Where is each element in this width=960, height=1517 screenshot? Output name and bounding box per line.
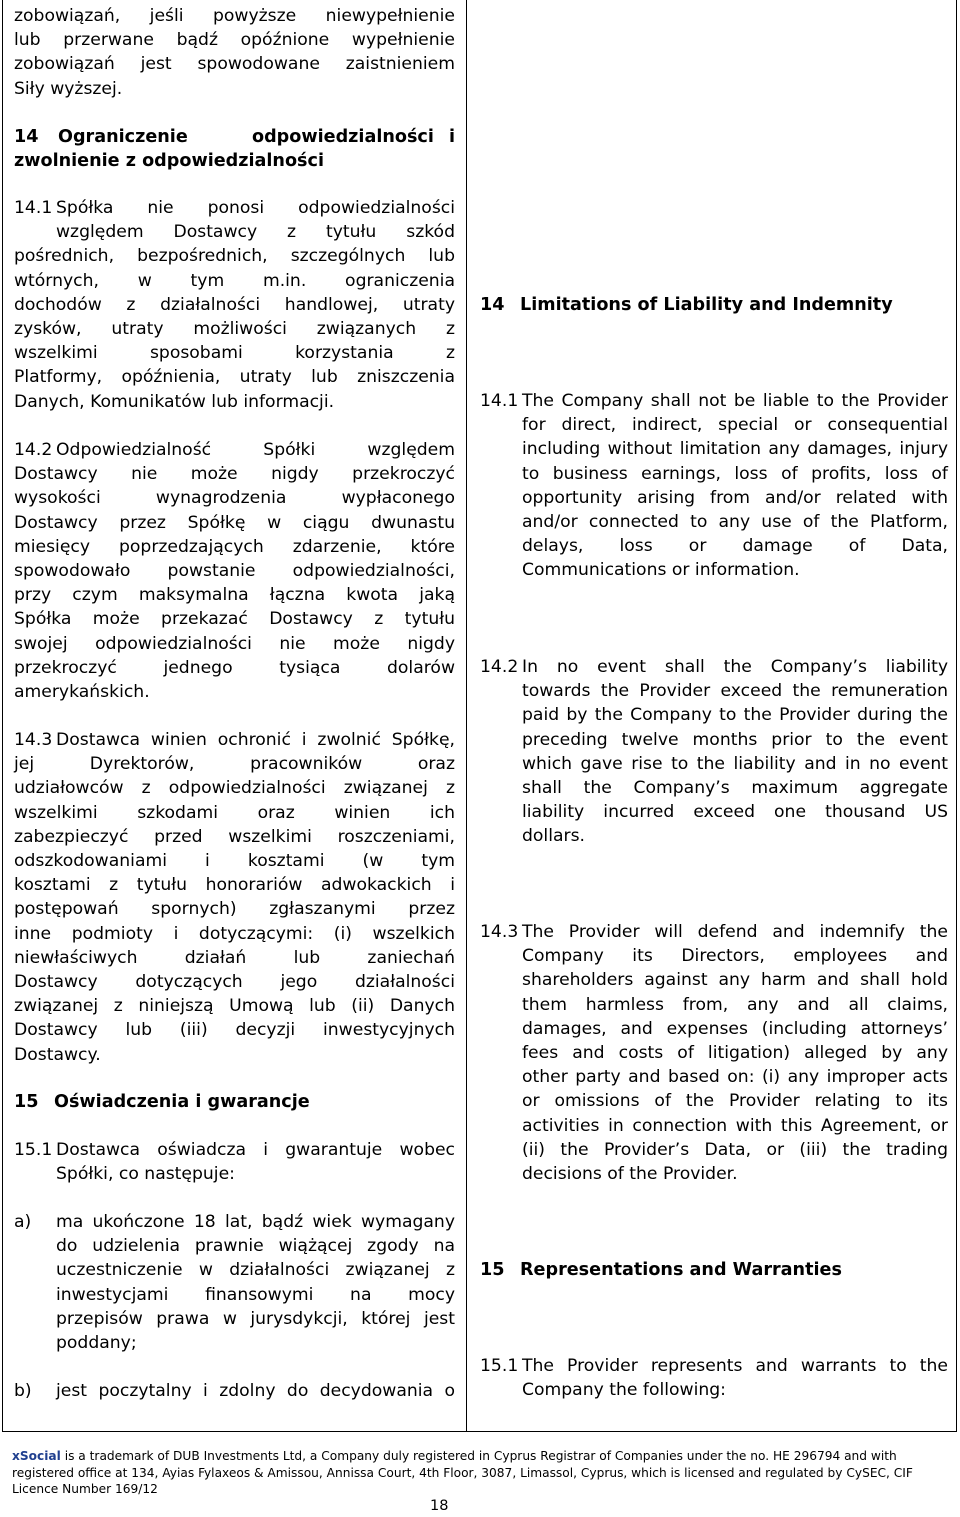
intro-paragraph: zobowiązań, jeśli powyższe niewypełnienie lub przerwane bądź opóźnione wypełnienie zobowiązań jest spowodowane zaistnieniem Siły wyższej. [14,6,455,99]
page-footer [12,1448,952,1498]
section-15-heading-pl: 15 Oświadczenia i gwarancje [14,1092,310,1112]
footer-line-3: Licence Number 169/12 [12,1482,158,1496]
list-item-b-pl: b) jest poczytalny i zdolny do decydowania o [14,1381,455,1401]
section-14-heading-en: 14 Limitations of Liability and Indemnity [480,295,893,315]
paragraph-14-2-pl: 14.2 Odpowiedzialność Spółki względem Dostawcy nie może nigdy przekroczyć wysokości wynagrodzenia wypłaconego Dostawcy przez Spółkę w ciągu dwunastu miesięcy poprzedzających zdarzenie, które spowodowało powstanie odpowiedzialności, przy czym maksymalna łączna kwota jaką Spółka może przekazać Dostawcy z tytułu swojej odpowiedzialności nie może nigdy przekroczyć jednego tysiąca dolarów amerykańskich. [14,440,455,703]
paragraph-14-1-pl: 14.1 Spółka nie ponosi odpowiedzialności względem Dostawcy z tytułu szkód pośrednich, bezpośrednich, szczególnych lub wtórnych, w tym m.in. ograniczenia dochodów z działalności handlowej, utraty zysków, utraty możliwości związanych z wszelkimi sposobami korzystania z Platformy, opóźnienia, utraty lub zniszczenia Danych, Komunikatów lub informacji. [14,198,455,412]
brand-name: xSocial [12,1449,61,1463]
column-divider [466,0,467,1432]
paragraph-15-1-pl: 15.1 Dostawca oświadcza i gwarantuje wobec Spółki, co następuje: [14,1140,455,1185]
page-number: 18 [430,1498,449,1514]
paragraph-14-3-en: 14.3 The Provider will defend and indemnify the Company its Directors, employees and shareholders against any harm and shall hold them harmless from, any and all claims, damages, and expenses (including attorneys’ fees and costs of litigation) alleged by any other party and based on: (i) any improper acts or omissions of the Provider relating to its activities in connection with this Agreement, or (ii) the Provider’s Data, or (iii) the trading decisions of the Provider. [480,922,948,1185]
footer-line-1: xSocial is a trademark of DUB Investments Ltd, a Company duly registered in Cyprus Registrar of Companies under the no. HE 296794 and with [12,1449,897,1463]
list-item-a-pl: a) ma ukończone 18 lat, bądź wiek wymagany do udzielenia prawnie wiążącej zgody na uczestniczenie w działalności związanej z inwestycjami finansowymi na mocy przepisów prawa w jurysdykcji, której jest poddany; [14,1212,455,1354]
paragraph-15-1-en: 15.1 The Provider represents and warrants to the Company the following: [480,1356,948,1401]
section-14-heading-pl: 14 Ograniczenie odpowiedzialności i zwolnienie z odpowiedzialności [14,127,455,171]
paragraph-14-1-en: 14.1 The Company shall not be liable to the Provider for direct, indirect, special or consequential including without limitation any damages, injury to business earnings, loss of profits, loss of opportunity arising from and/or related with and/or connected to any use of the Platform, delays, loss or damage of Data, Communications or information. [480,391,948,581]
paragraph-14-3-pl: 14.3 Dostawca winien ochronić i zwolnić Spółkę, jej Dyrektorów, pracowników oraz udziałowców z odpowiedzialności związanej z wszelkimi szkodami oraz winien ich zabezpieczyć przed wszelkimi roszczeniami, odszkodowaniami i kosztami (w tym kosztami z tytułu honorariów adwokackich i postępowań spornych) zgłaszanymi przez inne podmioty i dotyczącymi: (i) wszelkich niewłaściwych działań lub zaniechań Dostawcy dotyczących jego działalności związanej z niniejszą Umową lub (ii) Danych Dostawcy lub (iii) decyzji inwestycyjnych Dostawcy. [14,730,455,1065]
footer-line-2: registered office at 134, Ayias Fylaxeos & Amissou, Annissa Court, 4th Floor, 3087, Limassol, Cyprus, which is licensed and regulated by CySEC, CIF [12,1465,913,1480]
paragraph-14-2-en: 14.2 In no event shall the Company’s liability towards the Provider exceed the remuneration paid by the Company to the Provider during the preceding twelve months prior to the event which gave rise to the liability and in no event shall the Company’s maximum aggregate liability incurred exceed one thousand US dollars. [480,657,948,847]
section-15-heading-en: 15 Representations and Warranties [480,1260,842,1280]
